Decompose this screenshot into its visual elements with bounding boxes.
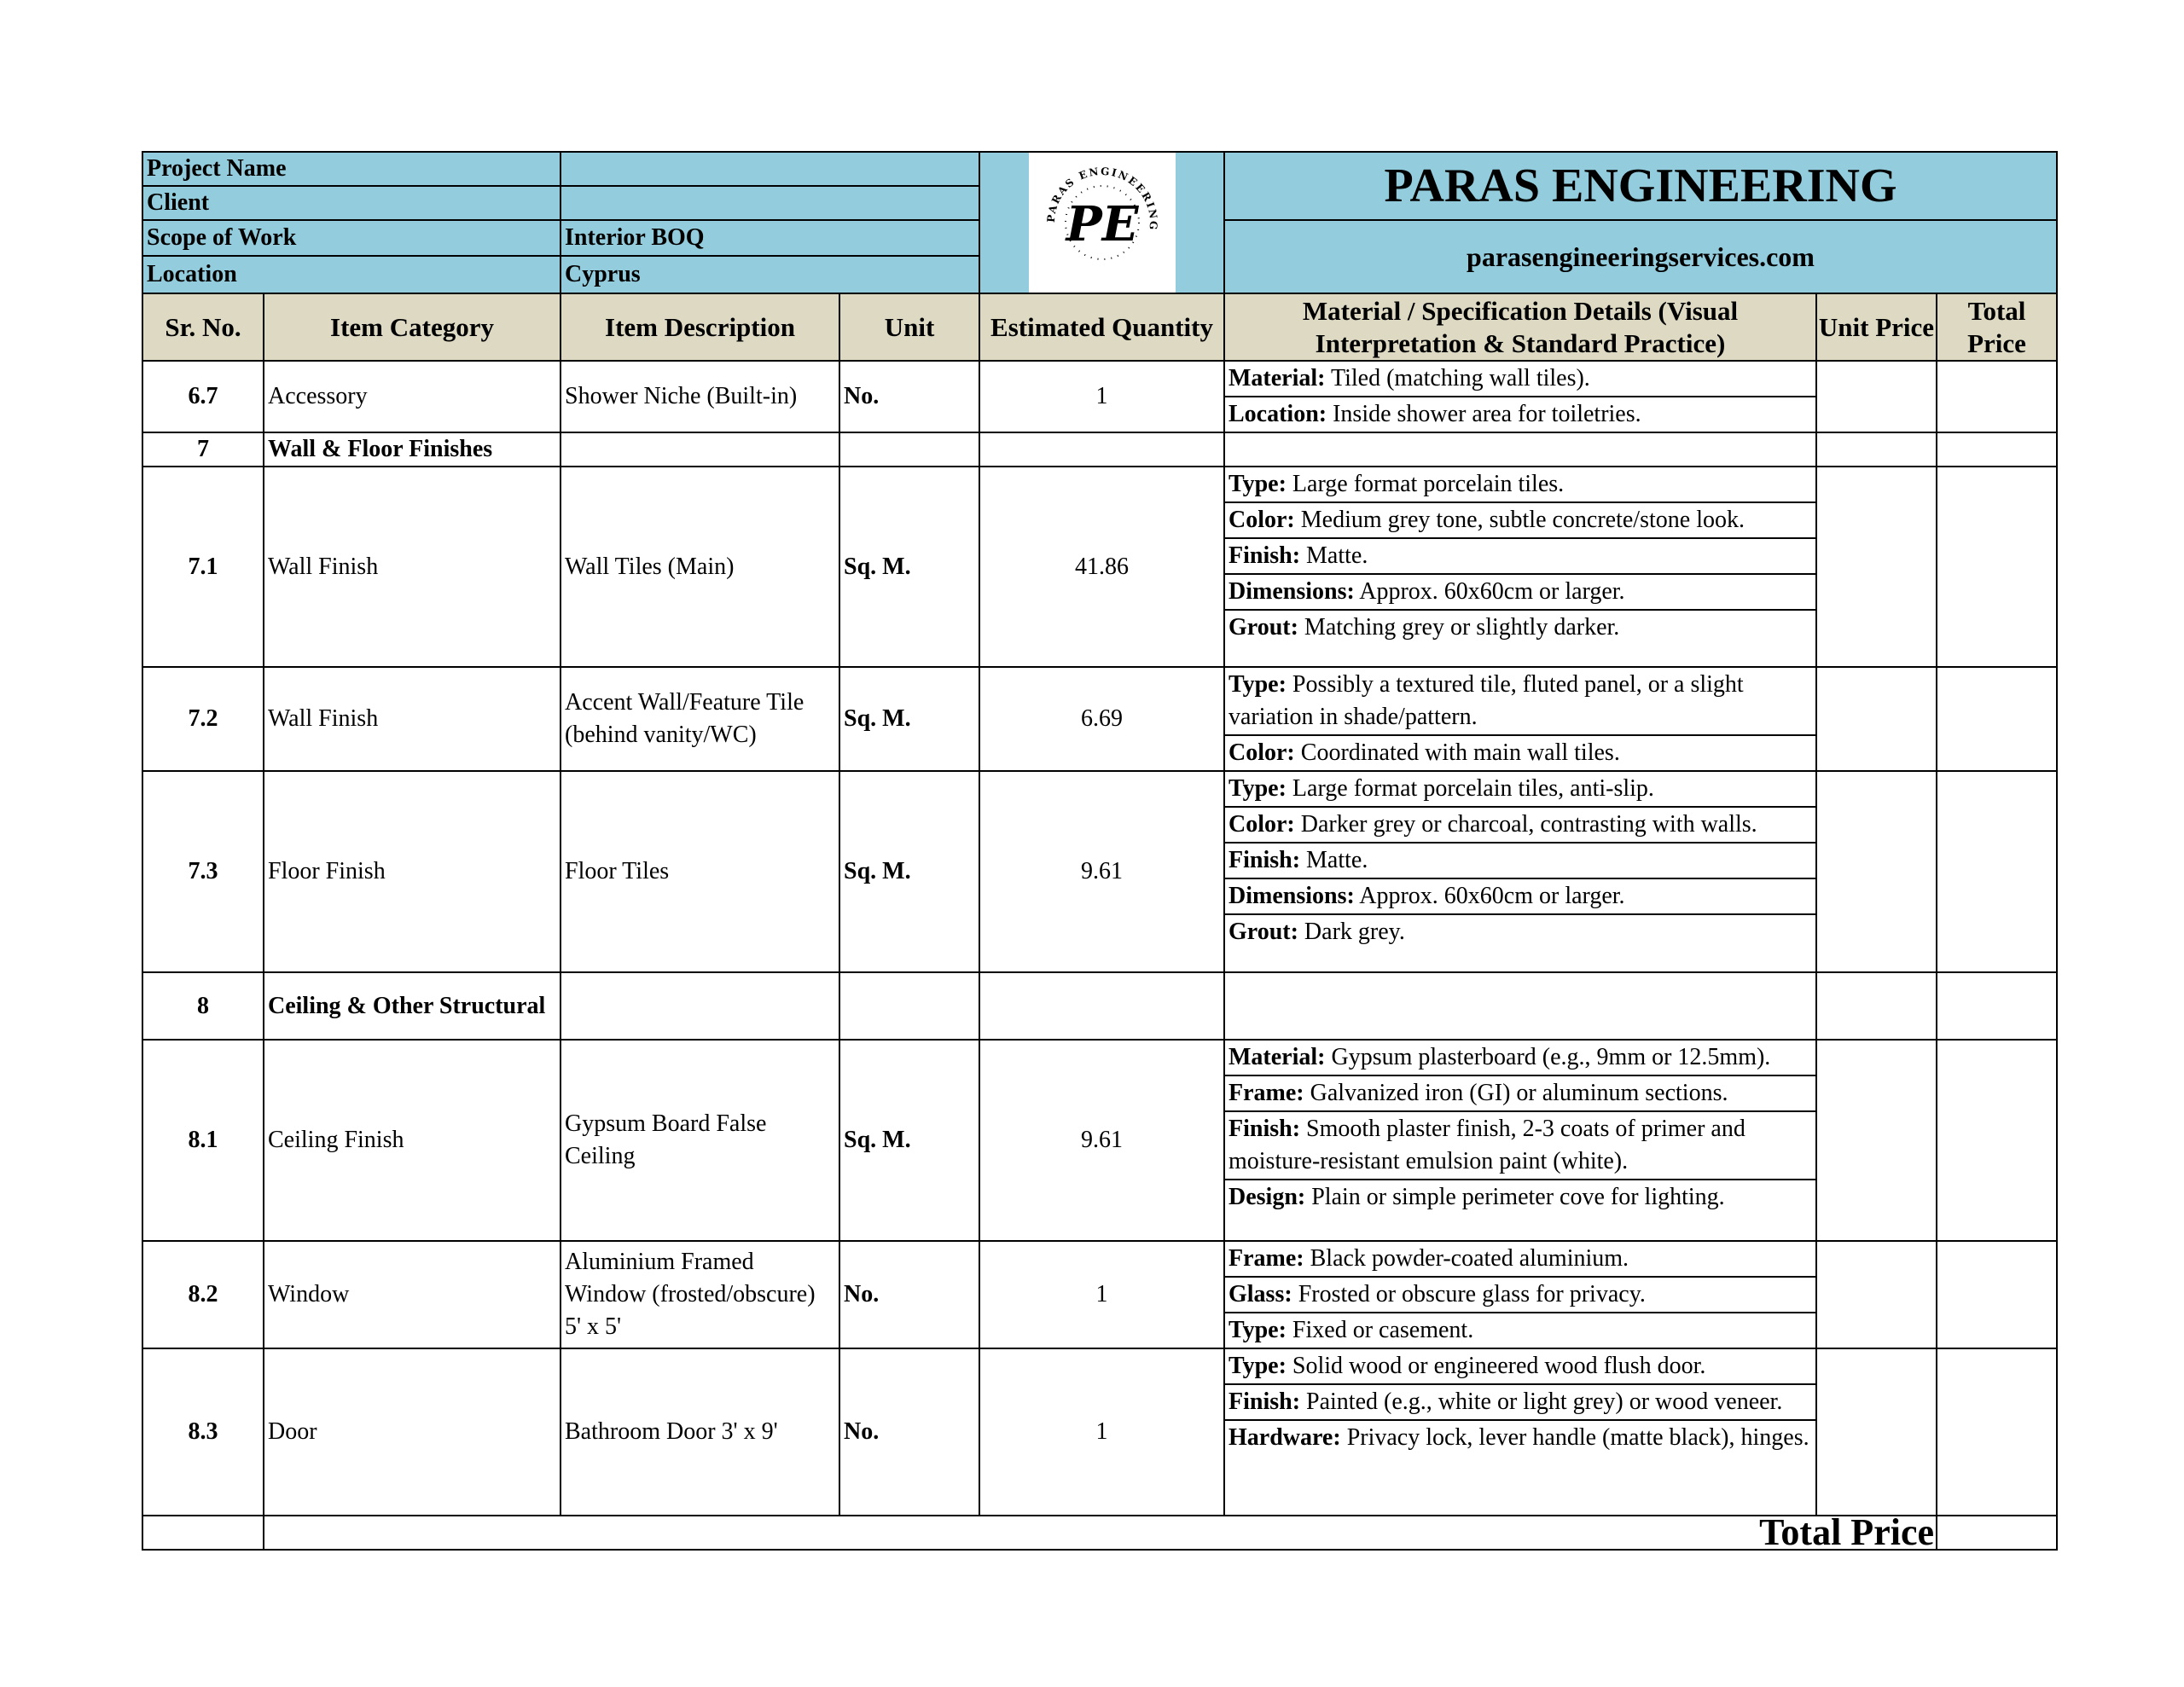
category-cell: Floor Finish [264,771,561,972]
quantity-cell: 9.61 [979,771,1224,972]
spec-line [1225,362,1815,397]
spec-label: Design: [1228,1184,1306,1210]
col-specification: Material / Specification Details (Visual Interpretation & Standard Practice) [1224,293,1816,361]
sr-no-cell: 6.7 [142,361,264,432]
col-sr-no: Sr. No. [142,293,264,361]
spec-line [1225,1349,1815,1385]
category-cell: Wall Finish [264,667,561,771]
sr-no-cell: 7.3 [142,771,264,972]
spec-text: Approx. 60x60cm or larger. [1354,883,1625,909]
description-cell: Bathroom Door 3' x 9' [561,1348,839,1516]
unit-price-cell[interactable] [1816,467,1937,667]
section-row [142,432,2057,467]
spec-label: Type: [1228,671,1287,698]
section-row [142,972,2057,1040]
spec-line [1225,668,1815,736]
spec-text: Black powder-coated aluminium. [1304,1245,1629,1272]
description-cell [561,432,839,467]
logo-monogram: PE [1066,196,1138,252]
sr-no-cell: 8.1 [142,1040,264,1241]
table-row [142,1241,2057,1348]
quantity-cell: 1 [979,361,1224,432]
unit-price-cell[interactable] [1816,432,1937,467]
spec-label: Frame: [1228,1080,1304,1106]
table-row [142,467,2057,667]
spec-text: Matching grey or slightly darker. [1298,614,1620,641]
spec-text: Coordinated with main wall tiles. [1294,739,1620,766]
spec-label: Finish: [1228,542,1301,569]
spec-line [1225,879,1815,915]
unit-cell: Sq. M. [839,771,979,972]
sr-no-cell: 7 [142,432,264,467]
unit-cell [839,432,979,467]
total-price-cell[interactable] [1937,771,2057,972]
spec-line [1225,808,1815,844]
spec-line [1225,1112,1815,1180]
spec-label: Finish: [1228,1116,1301,1142]
spec-line [1225,1076,1815,1112]
description-cell: Gypsum Board False Ceiling [561,1040,839,1241]
project-name-value[interactable] [561,152,979,186]
spec-line [1225,397,1815,432]
total-price-cell[interactable] [1937,1241,2057,1348]
category-cell: Accessory [264,361,561,432]
description-cell: Shower Niche (Built-in) [561,361,839,432]
spec-cell [1224,667,1816,771]
col-unit: Unit [839,293,979,361]
company-logo [1029,153,1176,293]
scope-label: Scope of Work [142,220,561,256]
section-title: Ceiling & Other Structural [264,972,561,1040]
spec-line [1225,1385,1815,1421]
sr-no-cell: 8.3 [142,1348,264,1516]
spec-line [1225,915,1815,949]
table-row [142,667,2057,771]
spec-cell [1224,467,1816,667]
unit-price-cell[interactable] [1816,667,1937,771]
total-row-blank-cell [142,1516,264,1550]
quantity-cell: 41.86 [979,467,1224,667]
category-cell: Window [264,1241,561,1348]
total-price-cell[interactable] [1937,667,2057,771]
sr-no-cell: 7.2 [142,667,264,771]
description-cell: Aluminium Framed Window (frosted/obscure) 5' x 5' [561,1241,839,1348]
unit-price-cell[interactable] [1816,771,1937,972]
spec-cell [1224,1348,1816,1516]
unit-price-cell[interactable] [1816,1040,1937,1241]
spec-line [1225,575,1815,611]
unit-cell [839,972,979,1040]
spec-line [1225,539,1815,575]
table-row [142,771,2057,972]
unit-cell: No. [839,1348,979,1516]
spec-line [1225,772,1815,808]
sr-no-cell: 8.2 [142,1241,264,1348]
col-total-price: Total Price [1937,293,2057,361]
col-item-category: Item Category [264,293,561,361]
total-price-label: Total Price [264,1516,1937,1550]
table-row [142,361,2057,432]
spec-label: Location: [1228,401,1327,427]
spec-line [1225,503,1815,539]
grand-total-value[interactable] [1937,1516,2057,1550]
spec-label: Type: [1228,775,1287,802]
spec-label: Hardware: [1228,1424,1341,1451]
spec-text: Painted (e.g., white or light grey) or wood veneer. [1300,1388,1783,1415]
table-row [142,1040,2057,1241]
section-title: Wall & Floor Finishes [264,432,561,467]
scope-value[interactable]: Interior BOQ [561,220,979,256]
unit-cell: Sq. M. [839,467,979,667]
total-price-cell[interactable] [1937,972,2057,1040]
description-cell: Wall Tiles (Main) [561,467,839,667]
spec-label: Grout: [1228,614,1298,641]
total-row [142,1516,2057,1550]
logo-ring-text: PARAS ENGINEERING [1044,165,1159,232]
spec-cell [1224,361,1816,432]
client-value[interactable] [561,186,979,220]
spec-label: Dimensions: [1228,578,1355,605]
spec-label: Material: [1228,1044,1326,1070]
spec-text: Approx. 60x60cm or larger. [1354,578,1625,605]
spec-line [1225,736,1815,770]
location-label: Location [142,256,561,293]
spec-label: Color: [1228,811,1295,838]
spec-text: Large format porcelain tiles, anti-slip. [1286,775,1654,802]
spec-line [1225,844,1815,879]
unit-cell: No. [839,361,979,432]
spec-line [1225,1313,1815,1348]
spec-label: Finish: [1228,847,1301,873]
spec-label: Type: [1228,1317,1287,1343]
quantity-cell: 6.69 [979,667,1224,771]
spec-text: Privacy lock, lever handle (matte black), hinges. [1340,1424,1809,1451]
spec-text: Plain or simple perimeter cove for lighting. [1305,1184,1725,1210]
location-value[interactable]: Cyprus [561,256,979,293]
unit-cell: Sq. M. [839,1040,979,1241]
project-name-label: Project Name [142,152,561,186]
quantity-cell [979,432,1224,467]
spec-text: Dark grey. [1298,919,1405,945]
col-unit-price: Unit Price [1816,293,1937,361]
spec-label: Color: [1228,507,1295,533]
total-price-cell[interactable] [1937,1348,2057,1516]
spec-text: Possibly a textured tile, fluted panel, or a slight variation in shade/pattern. [1228,671,1744,730]
spec-line [1225,1242,1815,1278]
spec-text: Galvanized iron (GI) or aluminum sections. [1304,1080,1728,1106]
spec-text: Solid wood or engineered wood flush door. [1286,1353,1706,1379]
total-price-cell[interactable] [1937,432,2057,467]
spec-label: Type: [1228,471,1287,497]
sr-no-cell: 8 [142,972,264,1040]
quantity-cell: 1 [979,1348,1224,1516]
spec-label: Type: [1228,1353,1287,1379]
spec-label: Dimensions: [1228,883,1355,909]
spec-label: Material: [1228,365,1326,391]
spec-text: Tiled (matching wall tiles). [1325,365,1590,391]
unit-price-cell[interactable] [1816,1348,1937,1516]
sr-no-cell: 7.1 [142,467,264,667]
total-price-cell[interactable] [1937,467,2057,667]
spec-cell [1224,1241,1816,1348]
col-estimated-quantity: Estimated Quantity [979,293,1224,361]
unit-price-cell[interactable] [1816,1241,1937,1348]
spec-label: Finish: [1228,1388,1301,1415]
spec-text: Large format porcelain tiles. [1286,471,1565,497]
spec-line [1225,1278,1815,1313]
spec-text: Smooth plaster finish, 2-3 coats of primer and moisture-resistant emulsion paint (white). [1228,1116,1745,1174]
spec-line [1225,1421,1815,1455]
unit-cell: No. [839,1241,979,1348]
quantity-cell: 9.61 [979,1040,1224,1241]
quantity-cell [979,972,1224,1040]
spec-text: Frosted or obscure glass for privacy. [1292,1281,1646,1307]
spec-line [1225,1180,1815,1215]
description-cell: Floor Tiles [561,771,839,972]
spec-text: Medium grey tone, subtle concrete/stone look. [1294,507,1745,533]
table-row [142,1348,2057,1516]
category-cell: Door [264,1348,561,1516]
spec-text: Darker grey or charcoal, contrasting with walls. [1294,811,1757,838]
spec-cell [1224,1040,1816,1241]
unit-price-cell[interactable] [1816,361,1937,432]
spec-line [1225,1041,1815,1076]
spec-label: Glass: [1228,1281,1292,1307]
spec-label: Frame: [1228,1245,1304,1272]
spec-label: Grout: [1228,919,1298,945]
spec-text: Matte. [1300,542,1368,569]
spec-label: Color: [1228,739,1295,766]
spec-text: Gypsum plasterboard (e.g., 9mm or 12.5mm). [1325,1044,1771,1070]
spec-text: Matte. [1300,847,1368,873]
company-website: parasengineeringservices.com [1224,220,2057,293]
quantity-cell: 1 [979,1241,1224,1348]
spec-text: Inside shower area for toiletries. [1327,401,1641,427]
spec-line [1225,467,1815,503]
spec-cell [1224,432,1816,467]
company-name: PARAS ENGINEERING [1224,152,2057,220]
boq-table [142,151,2058,1551]
description-cell: Accent Wall/Feature Tile (behind vanity/WC) [561,667,839,771]
spec-cell [1224,771,1816,972]
paras-engineering-logo-icon [1038,159,1166,287]
category-cell: Ceiling Finish [264,1040,561,1241]
total-price-cell[interactable] [1937,1040,2057,1241]
total-price-cell[interactable] [1937,361,2057,432]
spec-line [1225,611,1815,645]
unit-price-cell[interactable] [1816,972,1937,1040]
unit-cell: Sq. M. [839,667,979,771]
category-cell: Wall Finish [264,467,561,667]
spec-cell [1224,972,1816,1040]
col-item-description: Item Description [561,293,839,361]
logo-cell [979,152,1224,293]
client-label: Client [142,186,561,220]
description-cell [561,972,839,1040]
spec-text: Fixed or casement. [1286,1317,1474,1343]
